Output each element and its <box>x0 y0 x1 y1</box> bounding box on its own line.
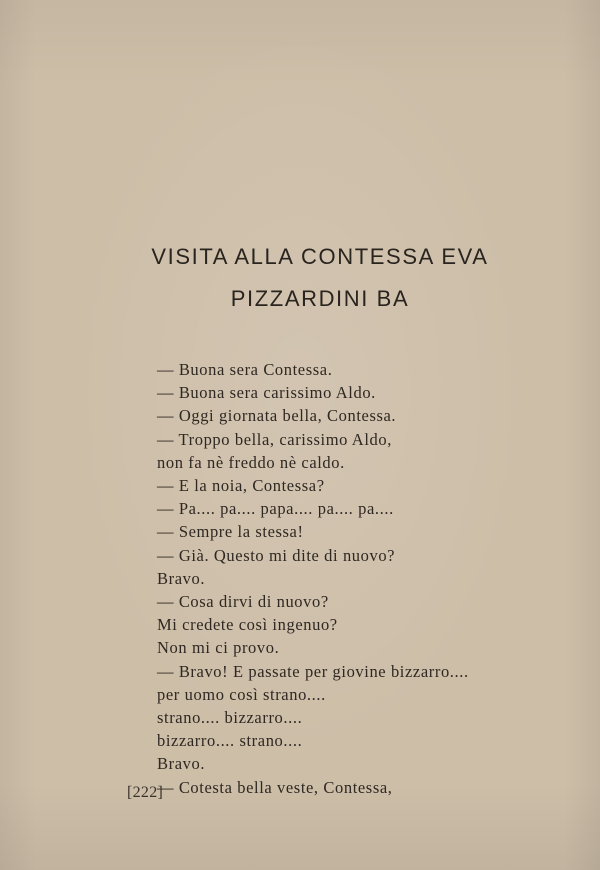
text-line: — Già. Questo mi dite di nuovo? <box>157 545 396 565</box>
chapter-title-line-2: PIZZARDINI BA <box>230 286 410 311</box>
text-line: Mi credete così ingenuo? <box>157 615 338 635</box>
text-line: Bravo. <box>157 754 206 774</box>
text-line: — Bravo! E passate per giovine bizzarro.... <box>157 661 469 681</box>
chapter-title-line-1: VISITA ALLA CONTESSA EVA <box>151 244 489 269</box>
text-line: — Buona sera carissimo Aldo. <box>157 383 376 403</box>
text-line: — Sempre la stessa! <box>157 522 304 542</box>
text-line: Non mi ci provo. <box>157 638 280 658</box>
text-line: — E la noia, Contessa? <box>157 476 325 496</box>
text-line: Bravo. <box>157 568 206 588</box>
text-line: per uomo così strano.... <box>157 684 326 704</box>
text-line: — Oggi giornata bella, Contessa. <box>157 406 397 426</box>
text-line: strano.... bizzarro.... <box>157 708 303 728</box>
text-line: — Buona sera Contessa. <box>157 360 333 379</box>
text-line: non fa nè freddo nè caldo. <box>157 452 345 472</box>
text-line: — Troppo bella, carissimo Aldo, <box>157 429 392 449</box>
text-line: bizzarro.... strano.... <box>157 731 303 751</box>
text-line: — Cotesta bella veste, Contessa, <box>157 777 393 797</box>
dialogue-text <box>157 358 557 799</box>
text-line: — Cosa dirvi di nuovo? <box>157 592 329 612</box>
page-number: [222] <box>127 784 164 801</box>
text-line: — Pa.... pa.... papa.... pa.... pa.... <box>157 499 394 519</box>
